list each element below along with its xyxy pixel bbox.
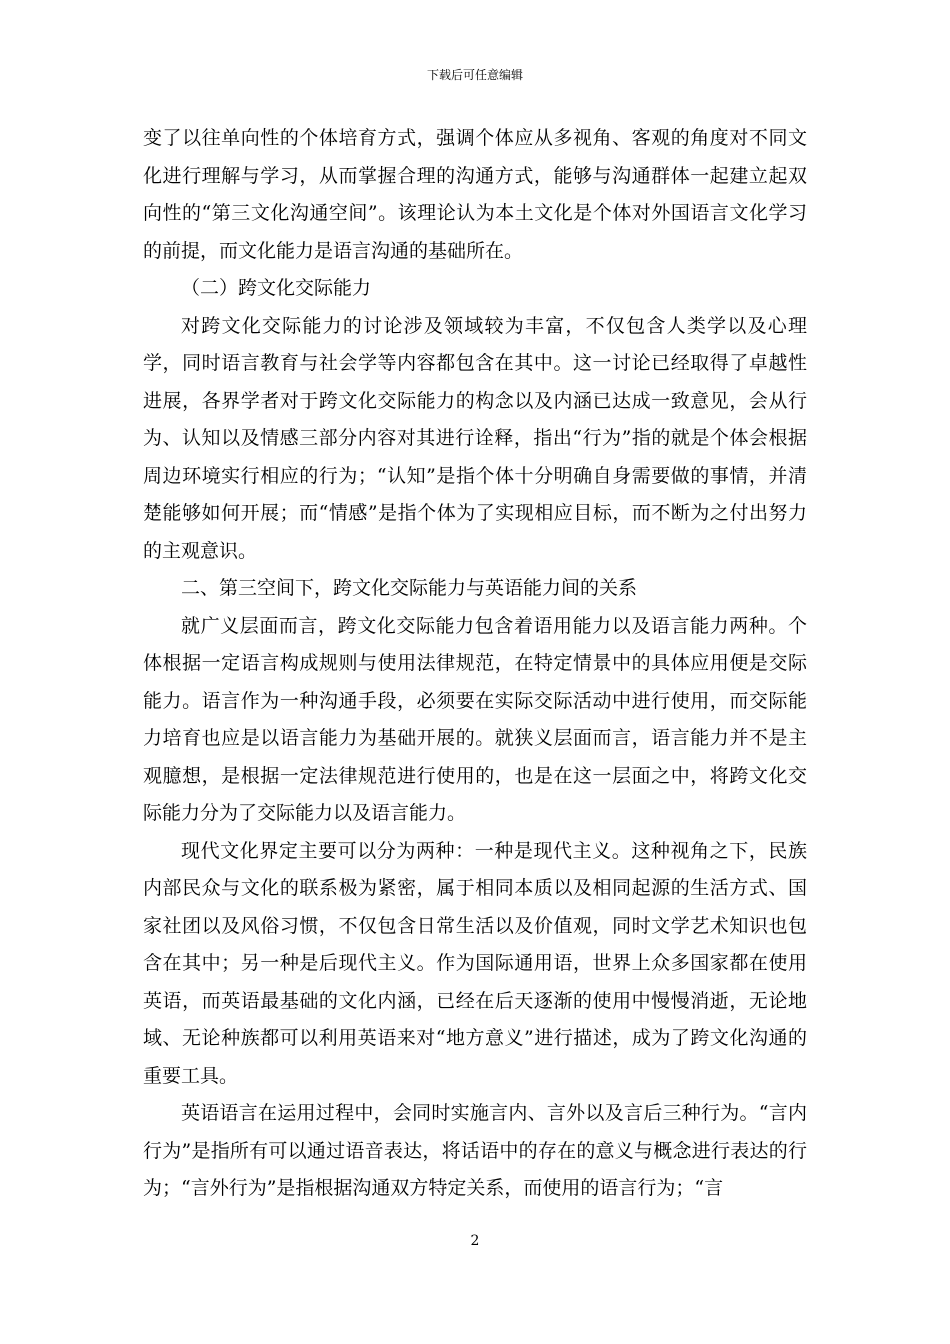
section-heading-third-space: 二、第三空间下，跨文化交际能力与英语能力间的关系 bbox=[181, 577, 638, 599]
document-body bbox=[143, 120, 807, 1208]
paragraph-competence-definition: 对跨文化交际能力的讨论涉及领域较为丰富，不仅包含人类学以及心理学，同时语言教育与社会学等内容都包含在其中。这一讨论已经取得了卓越性进展，各界学者对于跨文化交际能力的构念以及内涵已达成一致意见，会从行为、认知以及情感三部分内容对其进行诠释，指出“行为”指的就是个体会根据周边环境实行相应的行为；“认知”是指个体十分明确自身需要做的事情，并清楚能够如何开展；而“情感”是指个体为了实现相应目标，而不断为之付出努力的主观意识。 bbox=[143, 314, 807, 562]
page-header: 下载后可任意编辑 bbox=[426, 68, 523, 82]
section-heading-cross-cultural-competence: （二）跨文化交际能力 bbox=[181, 277, 372, 299]
paragraph-modern-culture: 现代文化界定主要可以分为两种：一种是现代主义。这种视角之下，民族内部民众与文化的联系极为紧密，属于相同本质以及相同起源的生活方式、国家社团以及风俗习惯，不仅包含日常生活以及价值观，同时文学艺术知识也包含在其中；另一种是后现代主义。作为国际通用语，世界上众多国家都在使用英语，而英语最基础的文化内涵，已经在后天逐渐的使用中慢慢消逝，无论地域、无论种族都可以利用英语来对“地方意义”进行描述，成为了跨文化沟通的重要工具。 bbox=[143, 839, 807, 1087]
paragraph-broad-narrow-sense: 就广义层面而言，跨文化交际能力包含着语用能力以及语言能力两种。个体根据一定语言构成规则与使用法律规范，在特定情景中的具体应用便是交际能力。语言作为一种沟通手段，必须要在实际交际活动中进行使用，而交际能力培育也应是以语言能力为基础开展的。就狭义层面而言，语言能力并不是主观臆想，是根据一定法律规范进行使用的，也是在这一层面之中，将跨文化交际能力分为了交际能力以及语言能力。 bbox=[143, 614, 807, 824]
paragraph-speech-acts: 英语语言在运用过程中，会同时实施言内、言外以及言后三种行为。“言内行为”是指所有可以通过语音表达，将话语中的存在的意义与概念进行表达的行为；“言外行为”是指根据沟通双方特定关系，而使用的语言行为；“言 bbox=[143, 1102, 807, 1199]
page-number: 2 bbox=[470, 1233, 480, 1249]
paragraph-continued: 变了以往单向性的个体培育方式，强调个体应从多视角、客观的角度对不同文化进行理解与学习，从而掌握合理的沟通方式，能够与沟通群体一起建立起双向性的“第三文化沟通空间”。该理论认为本土文化是个体对外国语言文化学习的前提，而文化能力是语言沟通的基础所在。 bbox=[143, 127, 807, 262]
